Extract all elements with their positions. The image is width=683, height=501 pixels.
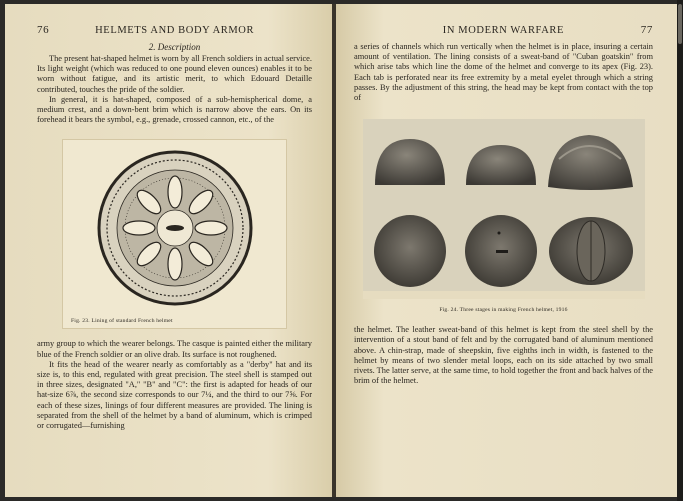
scrollbar-thumb[interactable] <box>678 4 682 44</box>
left-paragraph-2: In general, it is hat-shaped, composed of a sub-hemispherical dome, a medium crest, and a down-bent brim which is narrow above the ears. On its forehead it bears the symbol, e.g., grenade, crossed cannon, etc., of the <box>37 94 312 125</box>
left-paragraph-4: It fits the head of the wearer nearly as comfortably as a "derby" hat and its size is, to this end, regulated with great precision. The steel shell is stamped out in three sizes, designated "A," "B" and "C": the first is adapted for heads of our hat-size 6⅞, the second size corresponds to our 7¼, and the third to our 7⅝. For each of these sizes, linings of four different measures are provided. The lining is separated from the shell of the helmet by a band of aluminum, which is crimped or corrugated—furnishing <box>37 359 312 431</box>
scrollbar[interactable] <box>677 0 683 501</box>
right-running-head <box>354 24 653 36</box>
helmet-lining-illustration <box>95 148 255 308</box>
right-paragraph-2: the helmet. The leather sweat-band of this helmet is kept from the steel shell by the intervention of a stout band of felt and by the corrugated band of aluminum mentioned above. A chin-strap, made of sheepskin, five eighths inch in width, is fastened to the helmet by means of two slender metal loops, each on its side attached by two small rivets. The latter serve, at the same time, to hold together the front and back halves of the brim of the helmet. <box>354 325 653 386</box>
right-running-title: IN MODERN WARFARE <box>442 25 565 36</box>
right-paragraph-1: a series of channels which run vertically when the helmet is in place, insuring a certain amount of ventilation. The lining consists of a sweat-band of "Cuban goatskin" from which arise tabs which line the dome of the helmet and converge to its apex (Fig. 23). Each tab is perforated near its free extremity by a metal eyelet through which a string passes. By the adjustment of this string, the head may be kept from contact with the top of <box>354 42 653 103</box>
figure-23-helmet-lining <box>62 139 287 329</box>
figure-23-caption: Fig. 23. Lining of standard French helmet <box>71 318 173 325</box>
section-heading: 2. Description <box>148 42 201 52</box>
figure-24-helmet-photos <box>363 119 645 314</box>
left-paragraph-1: The present hat-shaped helmet is worn by all French soldiers in actual service. Its light weight (which was reduced to one pound eleven ounces) enables it to be worn without fatigue, and its artistic merit, to which Edouard Detaille contributed, touches the pride of the soldier. <box>37 54 312 94</box>
figure-24-caption: Fig. 24. Three stages in making French helmet, 1916 <box>439 307 568 314</box>
right-page-number: 77 <box>640 24 653 36</box>
left-running-head <box>37 24 312 36</box>
left-page-number: 76 <box>37 24 50 36</box>
left-running-title: HELMETS AND BODY ARMOR <box>95 25 255 36</box>
left-page <box>5 4 334 497</box>
helmet-stages-photo <box>363 119 645 291</box>
left-paragraph-3: army group to which the wearer belongs. The casque is painted either the military blue of the French soldier or an olive drab. Its surface is not roughened. <box>37 339 312 359</box>
right-page <box>336 4 677 497</box>
